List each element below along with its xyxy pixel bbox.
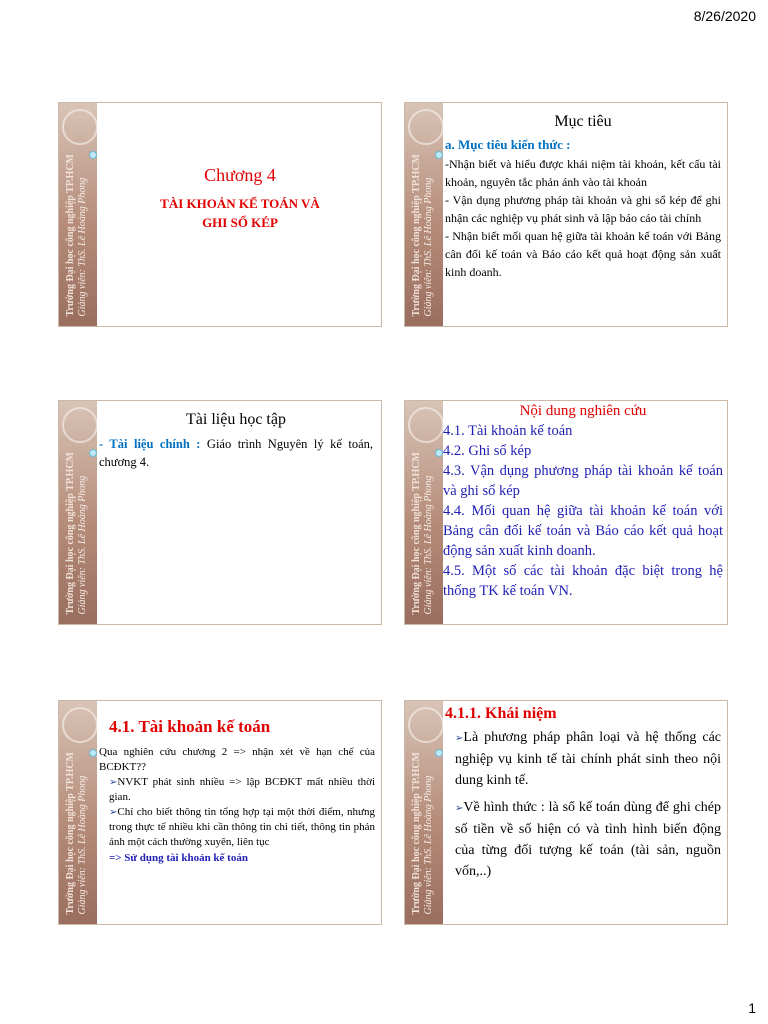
slide-definition (404, 700, 728, 925)
contents-item: 4.5. Một số các tài khoản đặc biệt trong hệ thống TK kế toán VN. (443, 563, 723, 599)
chapter-subtitle-line2: GHI SỔ KÉP (202, 215, 278, 230)
contents-item: 4.3. Vận dụng phương pháp tài khoản kế toán và ghi sổ kép (443, 463, 723, 499)
definition-bullet (445, 727, 721, 791)
accounts-heading: 4.1. Tài khoản kế toán (109, 717, 271, 736)
slide-objectives (404, 102, 728, 327)
accounts-bullet-text: Chỉ cho biết thông tin tổng hợp tại một thời điểm, nhưng trong thực tế nhiều khi cần thông tin chi tiết, thông tin phản ánh một cách thường xuyên, liên tục (109, 806, 375, 848)
side-label (65, 452, 89, 615)
accounts-bullet (99, 805, 375, 850)
contents-item: 4.1. Tài khoản kế toán (443, 423, 573, 439)
side-label-lecturer: Giảng viên: ThS. Lê Hoàng Phong (423, 475, 434, 614)
objectives-subheading: a. Mục tiêu kiến thức : (445, 137, 571, 152)
dot-icon (89, 151, 97, 159)
side-label-lecturer: Giảng viên: ThS. Lê Hoàng Phong (423, 775, 434, 914)
side-band (405, 401, 443, 624)
slide-accounts (58, 700, 382, 925)
side-label (411, 752, 435, 915)
definition-bullet (445, 797, 721, 882)
side-band (59, 103, 97, 326)
side-label-lecturer: Giảng viên: ThS. Lê Hoàng Phong (77, 475, 88, 614)
slide-chapter-title (58, 102, 382, 327)
side-label-school: Trường Đại học công nghiệp TP.HCM (65, 153, 76, 316)
side-band (405, 701, 443, 924)
accounts-bullet (99, 775, 375, 805)
materials-body: Giáo trình Nguyên lý kế toán, chương 4. (99, 437, 374, 469)
seal-icon (408, 407, 444, 443)
definition-bullet-text: Là phương pháp phân loại và hệ thống các nghiệp vụ kinh tế tài chính phát sinh theo nội dung kinh tế. (455, 730, 721, 788)
side-label-lecturer: Giảng viên: ThS. Lê Hoàng Phong (423, 177, 434, 316)
objective-item: - Nhận biết mối quan hệ giữa tài khoản kế toán với Bảng cân đối kế toán và Báo cáo kết quả hoạt động sản xuất kinh doanh. (445, 229, 721, 279)
bullet-arrow-icon: ➢ (455, 733, 464, 744)
side-label-lecturer: Giảng viên: ThS. Lê Hoàng Phong (77, 177, 88, 316)
objective-item: - Vận dụng phương pháp tài khoản và ghi sổ kép để ghi nhận các nghiệp vụ phát sinh và lập báo cáo tài chính (445, 193, 721, 225)
chapter-subtitle (107, 194, 373, 232)
chapter-subtitle-line1: TÀI KHOẢN KẾ TOÁN VÀ (160, 196, 320, 211)
page-number: 1 (748, 1000, 756, 1016)
dot-icon (435, 151, 443, 159)
side-band (59, 701, 97, 924)
objective-item: -Nhận biết và hiểu được khái niệm tài khoản, kết cấu tài khoản, nguyên tắc phản ánh vào tài khoản (445, 157, 721, 189)
accounts-result: => Sử dụng tài khoản kế toán (109, 852, 248, 864)
side-label (65, 154, 89, 317)
objectives-heading: Mục tiêu (554, 113, 612, 130)
seal-icon (408, 707, 444, 743)
accounts-intro: Qua nghiên cứu chương 2 => nhận xét về hạn chế của BCĐKT?? (99, 746, 375, 773)
seal-icon (62, 109, 98, 145)
side-label-school: Trường Đại học công nghiệp TP.HCM (411, 153, 422, 316)
materials-label: - Tài liệu chính : (99, 437, 201, 451)
seal-icon (62, 407, 98, 443)
contents-item: 4.4. Mối quan hệ giữa tài khoản kế toán với Bảng cân đối kế toán và Báo cáo kết quả hoạt động sản xuất kinh doanh. (443, 503, 723, 559)
bullet-arrow-icon: ➢ (109, 777, 118, 788)
side-label-school: Trường Đại học công nghiệp TP.HCM (65, 751, 76, 914)
side-band (59, 401, 97, 624)
accounts-bullet-text: NVKT phát sinh nhiều => lập BCĐKT mất nhiều thời gian. (109, 776, 375, 803)
page-date: 8/26/2020 (693, 8, 756, 24)
seal-icon (62, 707, 98, 743)
side-label (65, 752, 89, 915)
chapter-title: Chương 4 (204, 165, 276, 185)
slide-contents (404, 400, 728, 625)
side-label (411, 452, 435, 615)
side-label-school: Trường Đại học công nghiệp TP.HCM (411, 751, 422, 914)
dot-icon (435, 449, 443, 457)
definition-bullet-text: Về hình thức : là sổ kế toán dùng để ghi chép số tiền về số hiện có và tình hình biến động của từng đối tượng kế toán (tài sản, nguồn vốn,..) (455, 800, 721, 879)
side-label-school: Trường Đại học công nghiệp TP.HCM (411, 451, 422, 614)
side-label-lecturer: Giảng viên: ThS. Lê Hoàng Phong (77, 775, 88, 914)
bullet-arrow-icon: ➢ (109, 807, 118, 818)
contents-heading: Nội dung nghiên cứu (519, 403, 647, 419)
contents-item: 4.2. Ghi sổ kép (443, 443, 532, 459)
side-band (405, 103, 443, 326)
bullet-arrow-icon: ➢ (455, 803, 464, 814)
side-label (411, 154, 435, 317)
side-label-school: Trường Đại học công nghiệp TP.HCM (65, 451, 76, 614)
materials-text (99, 435, 373, 471)
materials-heading: Tài liệu học tập (186, 411, 286, 428)
seal-icon (408, 109, 444, 145)
definition-heading: 4.1.1. Khái niệm (445, 705, 557, 722)
dot-icon (89, 749, 97, 757)
dot-icon (89, 449, 97, 457)
dot-icon (435, 749, 443, 757)
slide-materials (58, 400, 382, 625)
